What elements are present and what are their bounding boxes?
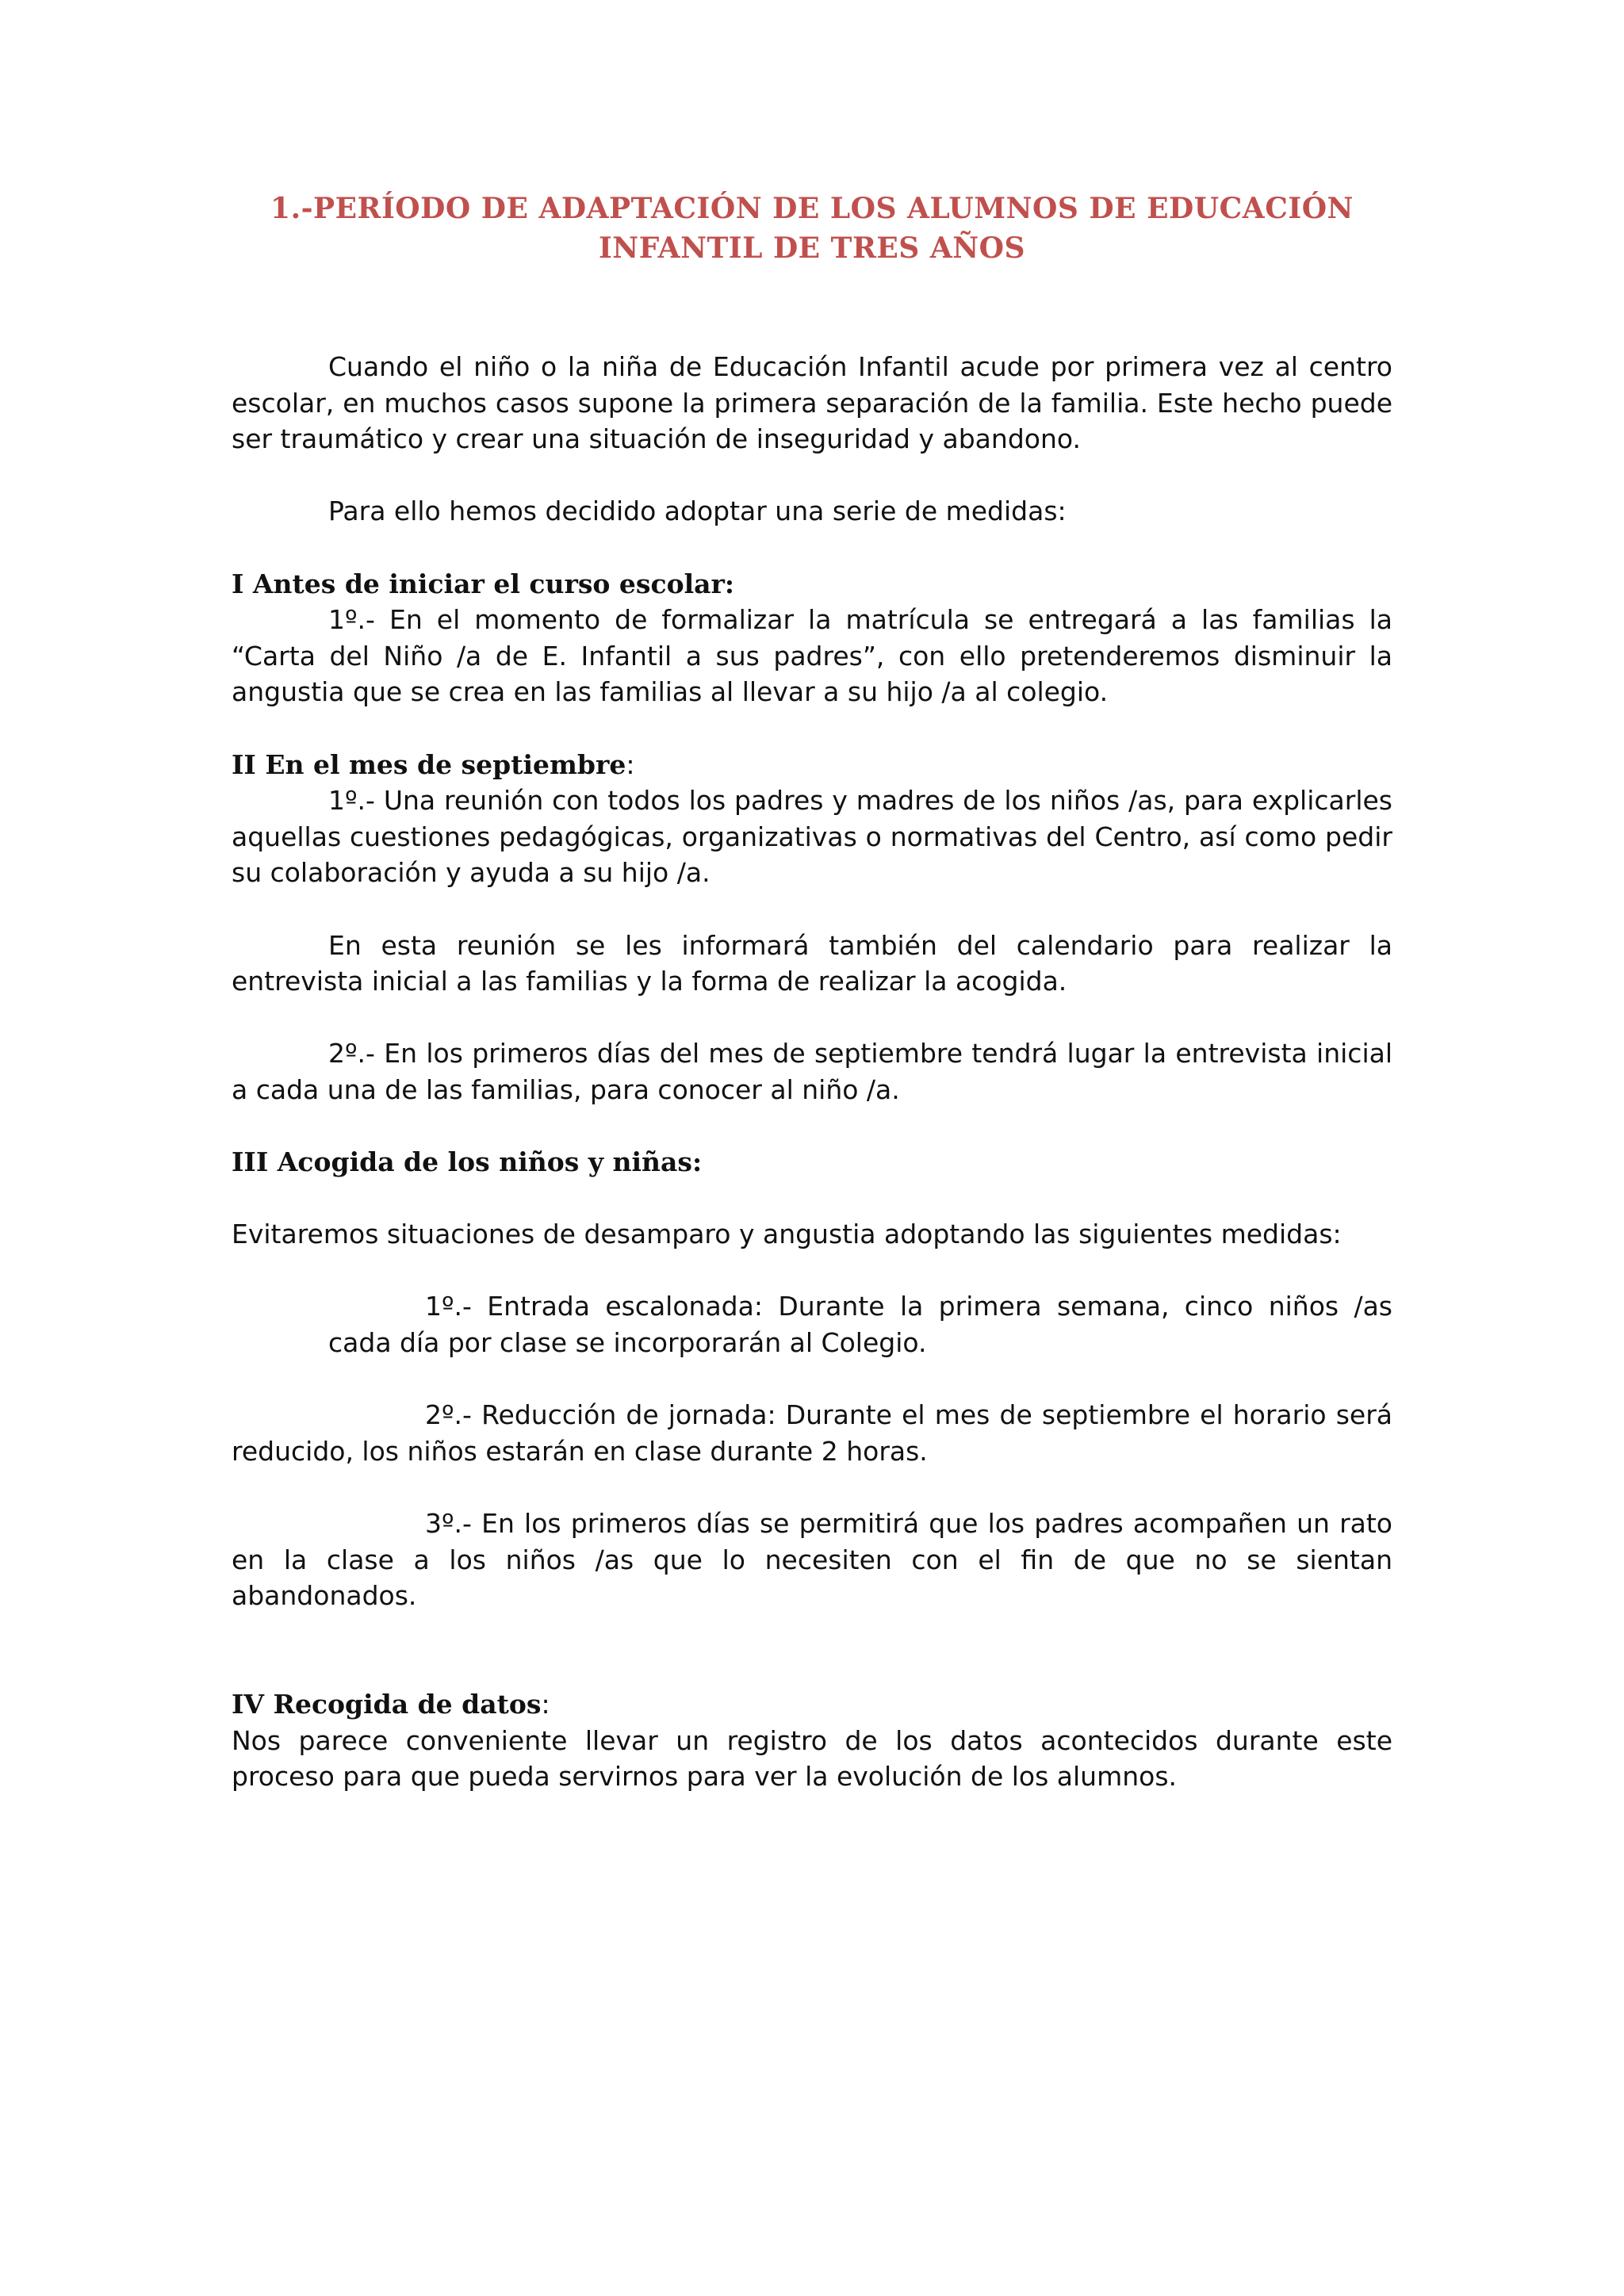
section-4-heading-colon: : (541, 1688, 550, 1720)
section-4-text: Nos parece conveniente llevar un registro de los datos acontecidos durante este proceso para que pueda servirnos para ver la evolución de los alumnos. (232, 1724, 1392, 1793)
section-2-heading: II En el mes de septiembre (232, 748, 626, 780)
section-1-item-1: 1º.- En el momento de formalizar la matrícula se entregará a las familias la “Carta del Niño /a de E. Infantil a sus padres”, con ello pretenderemos disminuir la angustia que se crea en las familias al llevar a su hijo /a al colegio. (232, 604, 1392, 708)
section-2-item-1-extra: En esta reunión se les informará también del calendario para realizar la entrevista inicial a las familias y la forma de realizar la acogida. (232, 929, 1392, 997)
section-3-item-2: 2º.- Reducción de jornada: Durante el mes de septiembre el horario será reducido, los niños estarán en clase durante 2 horas. (232, 1399, 1392, 1467)
intro-paragraph: Cuando el niño o la niña de Educación Infantil acude por primera vez al centro escolar, en muchos casos supone la primera separación de la familia. Este hecho puede ser traumático y crear una situación de inseguridad y abandono. (232, 351, 1392, 455)
section-3-heading: III Acogida de los niños y niñas: (232, 1146, 703, 1178)
section-1-heading: I Antes de iniciar el curso escolar: (232, 568, 735, 599)
section-2-heading-line (232, 747, 1392, 783)
section-3-intro: Evitaremos situaciones de desamparo y angustia adoptando las siguientes medidas: (232, 1219, 1342, 1250)
section-3-item-3: 3º.- En los primeros días se permitirá que los padres acompañen un rato en la clase a los niños /as que lo necesiten con el fin de que no se sientan abandonados. (232, 1508, 1392, 1612)
section-2-heading-colon: : (626, 748, 635, 780)
section-4-heading-line (232, 1686, 1392, 1723)
title-line-1: 1.-PERÍODO DE ADAPTACIÓN DE LOS ALUMNOS DE EDUCACIÓN (270, 192, 1354, 225)
section-4-heading: IV Recogida de datos (232, 1688, 542, 1720)
section-3-item-1: 1º.- Entrada escalonada: Durante la primera semana, cinco niños /as cada día por clase se incorporarán al Colegio. (328, 1291, 1392, 1359)
section-2-item-1: 1º.- Una reunión con todos los padres y madres de los niños /as, para explicarles aquellas cuestiones pedagógicas, organizativas o normativas del Centro, así como pedir su colaboración y ayuda a su hijo /a. (232, 785, 1392, 889)
section-2-item-2: 2º.- En los primeros días del mes de septiembre tendrá lugar la entrevista inicial a cada una de las familias, para conocer al niño /a. (232, 1038, 1392, 1105)
document-body (232, 349, 1392, 1795)
title-line-2: INFANTIL DE TRES AÑOS (598, 232, 1026, 265)
document-title (232, 189, 1392, 268)
measures-intro: Para ello hemos decidido adoptar una serie de medidas: (328, 496, 1067, 527)
